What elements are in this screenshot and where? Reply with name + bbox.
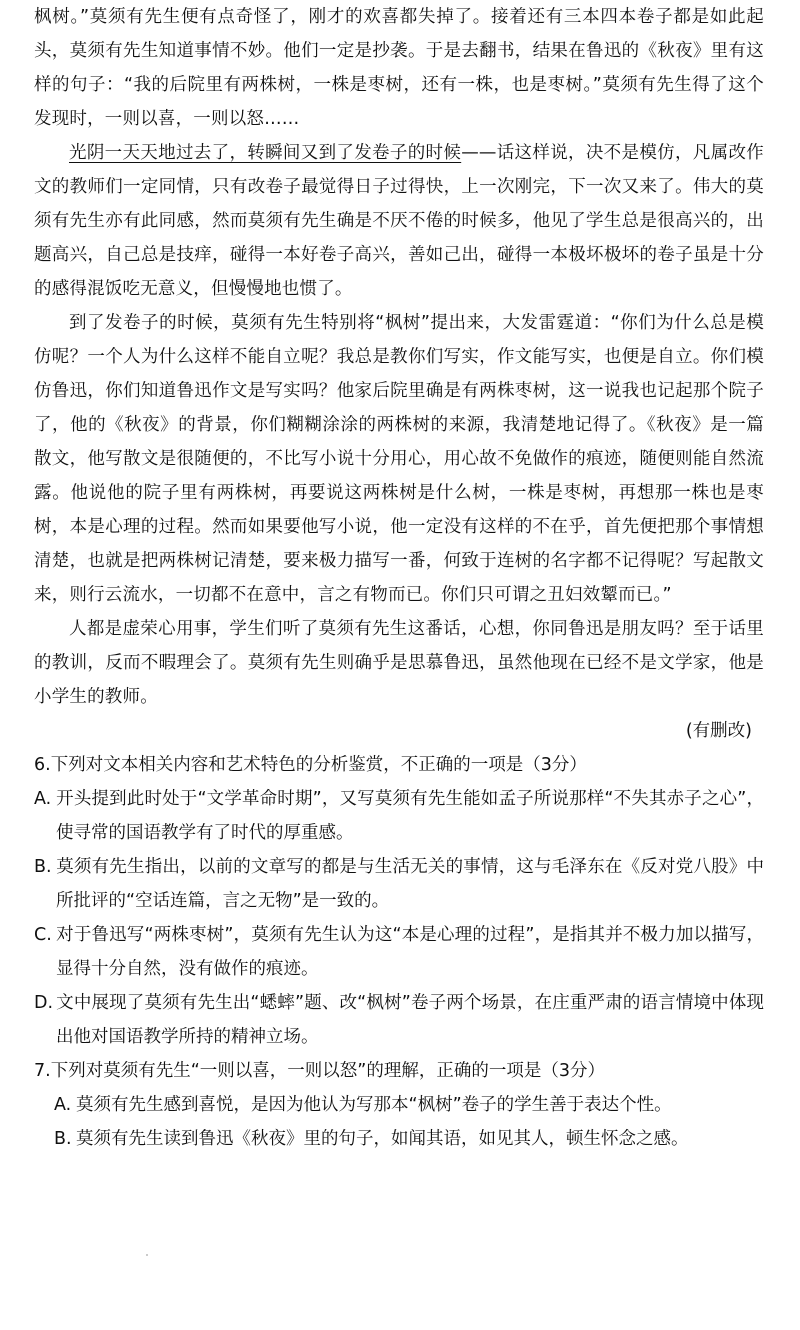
source-note: (有删改) — [685, 721, 752, 741]
passage-paragraph-1: 枫树。”莫须有先生便有点奇怪了，刚才的欢喜都失掉了。接着还有三本四本卷子都是如此起头，莫须有先生知道事情不妙。他们一定是抄袭。于是去翻书，结果在鲁迅的《秋夜》里有这样的句子：“我的后院里有两株树，一株是枣树，还有一株，也是枣树。”莫须有先生得了这个发现时，一则以喜，一则以怒…… — [34, 7, 764, 129]
question-7-option-a: A. 莫须有先生感到喜悦，是因为他认为写那本“枫树”卷子的学生善于表达个性。 — [54, 1095, 672, 1115]
question-7 — [34, 1054, 764, 1156]
question-7-stem: 7.下列对莫须有先生“一则以喜，一则以怒”的理解，正确的一项是（3分） — [34, 1061, 605, 1081]
passage-paragraph-3: 到了发卷子的时候，莫须有先生特别将“枫树”提出来，大发雷霆道：“你们为什么总是模仿呢？一个人为什么这样不能自立呢？我总是教你们写实，作文能写实，也便是自立。你们模仿鲁迅，你们知道鲁迅作文是写实吗？他家后院里确是有两株枣树，这一说我也记起那个院子了，他的《秋夜》的背景，你们糊糊涂涂的两株树的来源，我清楚地记得了。《秋夜》是一篇散文，他写散文是很随便的，不比写小说十分用心，用心故不免做作的痕迹，随便则能自然流露。他说他的院子里有两株树，再要说这两株树是什么树，一株是枣树，再想那一株也是枣树，本是心理的过程。然而如果要他写小说，他一定没有这样的不在乎，首先便把那个事情想清楚，也就是把两株树记清楚，要来极力描写一番，何致于连树的名字都不记得呢？写起散文来，则行云流水，一切都不在意中，言之有物而已。你们只可谓之丑妇效颦而已。” — [34, 313, 764, 605]
passage-paragraph-4: 人都是虚荣心用事，学生们听了莫须有先生这番话，心想，你同鲁迅是朋友吗？至于话里的教训，反而不暇理会了。莫须有先生则确乎是思慕鲁迅，虽然他现在已经不是文学家，他是小学生的教师。 — [34, 619, 764, 707]
question-6-option-b: B. 莫须有先生指出，以前的文章写的都是与生活无关的事情，这与毛泽东在《反对党八股》中所批评的“空话连篇，言之无物”是一致的。 — [34, 857, 764, 911]
question-6-option-d: D. 文中展现了莫须有先生出“蟋蟀”题、改“枫树”卷子两个场景，在庄重严肃的语言情境中体现出他对国语教学所持的精神立场。 — [34, 993, 764, 1047]
question-6-stem: 6.下列对文本相关内容和艺术特色的分析鉴赏，不正确的一项是（3分） — [34, 755, 587, 775]
underlined-sentence: 光阴一天天地过去了，转瞬间又到了发卷子的时候 — [69, 143, 462, 163]
paragraph-2-rest: ——话这样说，决不是模仿，凡属改作文的教师们一定同情，只有改卷子最觉得日子过得快，上一次刚完，下一次又来了。伟大的莫须有先生亦有此同感，然而莫须有先生确是不厌不倦的时候多，他见了学生总是很高兴的，出题高兴，自己总是技痒，碰得一本好卷子高兴，善如己出，碰得一本极坏极坏的卷子虽是十分的感得混饭吃无意义，但慢慢地也惯了。 — [34, 143, 764, 299]
question-6-option-c: C. 对于鲁迅写“两株枣树”，莫须有先生认为这“本是心理的过程”，是指其并不极力加以描写，显得十分自然，没有做作的痕迹。 — [34, 925, 764, 979]
reading-passage — [34, 0, 764, 748]
question-7-option-b: B. 莫须有先生读到鲁迅《秋夜》里的句子，如闻其语，如见其人，顿生怀念之感。 — [54, 1129, 689, 1149]
scan-speck — [146, 1254, 148, 1256]
question-6 — [34, 748, 764, 1054]
question-6-option-a: A. 开头提到此时处于“文学革命时期”，又写莫须有先生能如孟子所说那样“不失其赤子之心”，使寻常的国语教学有了时代的厚重感。 — [34, 789, 764, 843]
passage-paragraph-2 — [34, 136, 764, 306]
